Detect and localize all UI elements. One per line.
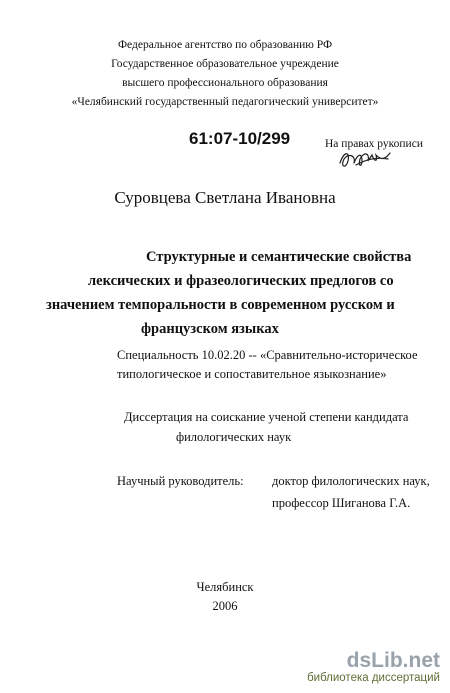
catalog-code: 61:07-10/299 bbox=[189, 129, 291, 148]
specialty-line-2: типологическое и сопоставительное языкознание» bbox=[117, 367, 387, 381]
handwritten-signature bbox=[336, 147, 394, 171]
specialty-line-1: Специальность 10.02.20 -- «Сравнительно-историческое bbox=[117, 348, 418, 362]
title-line-4: французском языках bbox=[141, 321, 279, 337]
agency-line: Федеральное агентство по образованию РФ bbox=[117, 39, 333, 51]
manuscript-rights-label: На правах рукописи bbox=[325, 138, 423, 150]
title-line-3: значением темпоральности в современном русском и bbox=[46, 297, 395, 313]
dslib-tagline: библиотека диссертаций bbox=[307, 672, 440, 684]
supervisor-name: профессор Шиганова Г.А. bbox=[272, 496, 411, 510]
city: Челябинск bbox=[196, 580, 254, 594]
degree-line-2: филологических наук bbox=[176, 430, 292, 444]
education-level-line: высшего профессионального образования bbox=[122, 77, 328, 89]
author-name: Суровцева Светлана Ивановна bbox=[114, 188, 336, 207]
supervisor-degree: доктор филологических наук, bbox=[272, 474, 430, 488]
dslib-watermark bbox=[307, 650, 440, 685]
title-line-1: Структурные и семантические свойства bbox=[146, 249, 412, 265]
title-line-2: лексических и фразеологических предлогов со bbox=[88, 273, 394, 289]
university-name-line: «Челябинский государственный педагогический университет» bbox=[71, 96, 379, 108]
degree-line-1: Диссертация на соискание ученой степени кандидата bbox=[124, 410, 409, 424]
dslib-logo-text: dsLib.net bbox=[346, 649, 440, 672]
institution-type-line: Государственное образовательное учреждение bbox=[111, 58, 339, 70]
year: 2006 bbox=[212, 599, 238, 613]
supervisor-label: Научный руководитель: bbox=[117, 474, 244, 488]
